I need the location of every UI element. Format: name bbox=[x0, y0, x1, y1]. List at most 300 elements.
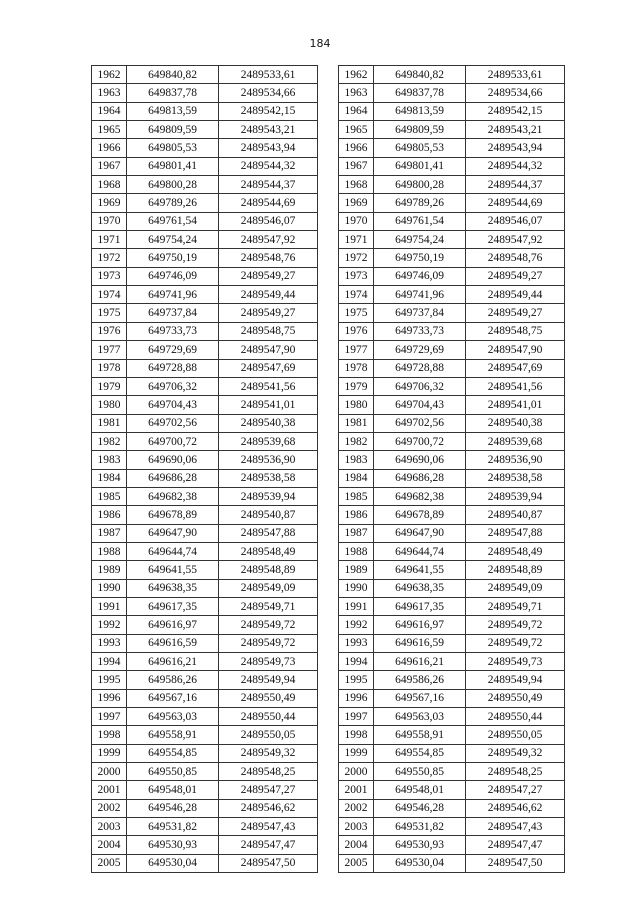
y-coordinate-cell: 2489541,56 bbox=[466, 377, 565, 395]
point-number-cell: 1992 bbox=[92, 616, 127, 634]
x-coordinate-cell: 649558,91 bbox=[374, 726, 466, 744]
y-coordinate-cell: 2489548,89 bbox=[466, 561, 565, 579]
table-row bbox=[339, 451, 565, 469]
x-coordinate-cell: 649563,03 bbox=[127, 708, 219, 726]
x-coordinate-cell: 649706,32 bbox=[127, 377, 219, 395]
x-coordinate-cell: 649638,35 bbox=[127, 579, 219, 597]
y-coordinate-cell: 2489540,38 bbox=[219, 414, 318, 432]
table-row bbox=[92, 194, 318, 212]
point-number-cell: 1967 bbox=[339, 157, 374, 175]
x-coordinate-cell: 649678,89 bbox=[374, 506, 466, 524]
table-row bbox=[92, 487, 318, 505]
table-row bbox=[339, 708, 565, 726]
x-coordinate-cell: 649530,04 bbox=[127, 854, 219, 872]
point-number-cell: 1969 bbox=[92, 194, 127, 212]
x-coordinate-cell: 649800,28 bbox=[127, 176, 219, 194]
y-coordinate-cell: 2489549,72 bbox=[219, 634, 318, 652]
table-row bbox=[92, 616, 318, 634]
table-row bbox=[92, 799, 318, 817]
point-number-cell: 1983 bbox=[339, 451, 374, 469]
table-row bbox=[92, 231, 318, 249]
point-number-cell: 1979 bbox=[92, 377, 127, 395]
y-coordinate-cell: 2489548,89 bbox=[219, 561, 318, 579]
table-row bbox=[339, 341, 565, 359]
x-coordinate-cell: 649729,69 bbox=[374, 341, 466, 359]
point-number-cell: 1972 bbox=[92, 249, 127, 267]
y-coordinate-cell: 2489541,01 bbox=[219, 396, 318, 414]
point-number-cell: 1992 bbox=[339, 616, 374, 634]
y-coordinate-cell: 2489548,25 bbox=[219, 763, 318, 781]
y-coordinate-cell: 2489550,49 bbox=[219, 689, 318, 707]
point-number-cell: 1976 bbox=[339, 322, 374, 340]
x-coordinate-cell: 649554,85 bbox=[374, 744, 466, 762]
coordinates-table-left bbox=[91, 65, 318, 873]
table-row bbox=[92, 341, 318, 359]
point-number-cell: 1974 bbox=[92, 286, 127, 304]
table-row bbox=[339, 744, 565, 762]
table-row bbox=[92, 249, 318, 267]
x-coordinate-cell: 649567,16 bbox=[127, 689, 219, 707]
y-coordinate-cell: 2489546,07 bbox=[466, 212, 565, 230]
x-coordinate-cell: 649690,06 bbox=[374, 451, 466, 469]
point-number-cell: 1991 bbox=[339, 597, 374, 615]
y-coordinate-cell: 2489547,69 bbox=[219, 359, 318, 377]
table-row bbox=[92, 377, 318, 395]
y-coordinate-cell: 2489547,47 bbox=[466, 836, 565, 854]
x-coordinate-cell: 649558,91 bbox=[127, 726, 219, 744]
point-number-cell: 2000 bbox=[92, 763, 127, 781]
point-number-cell: 1997 bbox=[339, 708, 374, 726]
point-number-cell: 1966 bbox=[339, 139, 374, 157]
x-coordinate-cell: 649737,84 bbox=[127, 304, 219, 322]
point-number-cell: 1996 bbox=[92, 689, 127, 707]
table-row bbox=[92, 726, 318, 744]
point-number-cell: 2002 bbox=[92, 799, 127, 817]
table-row bbox=[339, 157, 565, 175]
point-number-cell: 1997 bbox=[92, 708, 127, 726]
x-coordinate-cell: 649704,43 bbox=[127, 396, 219, 414]
x-coordinate-cell: 649682,38 bbox=[374, 487, 466, 505]
y-coordinate-cell: 2489544,32 bbox=[219, 157, 318, 175]
table-row bbox=[339, 524, 565, 542]
x-coordinate-cell: 649789,26 bbox=[374, 194, 466, 212]
table-row bbox=[92, 854, 318, 872]
table-row bbox=[92, 744, 318, 762]
table-row bbox=[92, 304, 318, 322]
point-number-cell: 1965 bbox=[339, 121, 374, 139]
y-coordinate-cell: 2489546,07 bbox=[219, 212, 318, 230]
y-coordinate-cell: 2489549,27 bbox=[219, 267, 318, 285]
table-row bbox=[92, 359, 318, 377]
point-number-cell: 1981 bbox=[92, 414, 127, 432]
y-coordinate-cell: 2489542,15 bbox=[466, 102, 565, 120]
y-coordinate-cell: 2489549,27 bbox=[466, 304, 565, 322]
y-coordinate-cell: 2489540,38 bbox=[466, 414, 565, 432]
point-number-cell: 1962 bbox=[339, 66, 374, 84]
x-coordinate-cell: 649801,41 bbox=[127, 157, 219, 175]
y-coordinate-cell: 2489547,50 bbox=[219, 854, 318, 872]
table-row bbox=[339, 689, 565, 707]
y-coordinate-cell: 2489540,87 bbox=[219, 506, 318, 524]
point-number-cell: 1970 bbox=[339, 212, 374, 230]
x-coordinate-cell: 649754,24 bbox=[127, 231, 219, 249]
x-coordinate-cell: 649801,41 bbox=[374, 157, 466, 175]
y-coordinate-cell: 2489544,37 bbox=[219, 176, 318, 194]
x-coordinate-cell: 649741,96 bbox=[127, 286, 219, 304]
table-row bbox=[92, 139, 318, 157]
y-coordinate-cell: 2489549,27 bbox=[219, 304, 318, 322]
y-coordinate-cell: 2489549,71 bbox=[219, 597, 318, 615]
point-number-cell: 1993 bbox=[339, 634, 374, 652]
y-coordinate-cell: 2489533,61 bbox=[219, 66, 318, 84]
x-coordinate-cell: 649809,59 bbox=[374, 121, 466, 139]
x-coordinate-cell: 649789,26 bbox=[127, 194, 219, 212]
table-row bbox=[339, 176, 565, 194]
point-number-cell: 1977 bbox=[339, 341, 374, 359]
x-coordinate-cell: 649616,97 bbox=[374, 616, 466, 634]
table-row bbox=[92, 267, 318, 285]
point-number-cell: 1995 bbox=[339, 671, 374, 689]
y-coordinate-cell: 2489548,75 bbox=[219, 322, 318, 340]
x-coordinate-cell: 649700,72 bbox=[127, 432, 219, 450]
x-coordinate-cell: 649638,35 bbox=[374, 579, 466, 597]
point-number-cell: 1976 bbox=[92, 322, 127, 340]
table-row bbox=[92, 84, 318, 102]
y-coordinate-cell: 2489544,37 bbox=[466, 176, 565, 194]
table-row bbox=[92, 597, 318, 615]
point-number-cell: 2004 bbox=[339, 836, 374, 854]
point-number-cell: 1971 bbox=[339, 231, 374, 249]
point-number-cell: 1987 bbox=[92, 524, 127, 542]
table-row bbox=[339, 487, 565, 505]
x-coordinate-cell: 649690,06 bbox=[127, 451, 219, 469]
y-coordinate-cell: 2489548,75 bbox=[466, 322, 565, 340]
y-coordinate-cell: 2489548,76 bbox=[219, 249, 318, 267]
coordinates-table-right bbox=[338, 65, 565, 873]
point-number-cell: 2000 bbox=[339, 763, 374, 781]
table-row bbox=[92, 579, 318, 597]
x-coordinate-cell: 649563,03 bbox=[374, 708, 466, 726]
table-row bbox=[92, 102, 318, 120]
x-coordinate-cell: 649686,28 bbox=[127, 469, 219, 487]
y-coordinate-cell: 2489548,76 bbox=[466, 249, 565, 267]
x-coordinate-cell: 649704,43 bbox=[374, 396, 466, 414]
table-row bbox=[339, 121, 565, 139]
y-coordinate-cell: 2489548,49 bbox=[219, 542, 318, 560]
y-coordinate-cell: 2489547,50 bbox=[466, 854, 565, 872]
table-row bbox=[339, 102, 565, 120]
point-number-cell: 1971 bbox=[92, 231, 127, 249]
table-row bbox=[339, 561, 565, 579]
x-coordinate-cell: 649616,59 bbox=[374, 634, 466, 652]
table-row bbox=[339, 267, 565, 285]
x-coordinate-cell: 649531,82 bbox=[374, 818, 466, 836]
point-number-cell: 1994 bbox=[92, 653, 127, 671]
y-coordinate-cell: 2489548,25 bbox=[466, 763, 565, 781]
point-number-cell: 1964 bbox=[339, 102, 374, 120]
y-coordinate-cell: 2489549,94 bbox=[466, 671, 565, 689]
table-row bbox=[92, 506, 318, 524]
y-coordinate-cell: 2489547,92 bbox=[466, 231, 565, 249]
x-coordinate-cell: 649754,24 bbox=[374, 231, 466, 249]
x-coordinate-cell: 649840,82 bbox=[127, 66, 219, 84]
x-coordinate-cell: 649616,21 bbox=[374, 653, 466, 671]
y-coordinate-cell: 2489547,47 bbox=[219, 836, 318, 854]
x-coordinate-cell: 649813,59 bbox=[374, 102, 466, 120]
point-number-cell: 1987 bbox=[339, 524, 374, 542]
y-coordinate-cell: 2489539,94 bbox=[219, 487, 318, 505]
table-row bbox=[339, 139, 565, 157]
y-coordinate-cell: 2489549,32 bbox=[466, 744, 565, 762]
y-coordinate-cell: 2489547,92 bbox=[219, 231, 318, 249]
y-coordinate-cell: 2489534,66 bbox=[219, 84, 318, 102]
table-row bbox=[339, 653, 565, 671]
point-number-cell: 1990 bbox=[92, 579, 127, 597]
table-row bbox=[92, 708, 318, 726]
y-coordinate-cell: 2489534,66 bbox=[466, 84, 565, 102]
y-coordinate-cell: 2489539,68 bbox=[219, 432, 318, 450]
point-number-cell: 1970 bbox=[92, 212, 127, 230]
x-coordinate-cell: 649733,73 bbox=[127, 322, 219, 340]
table-row bbox=[339, 359, 565, 377]
table-row bbox=[92, 212, 318, 230]
table-row bbox=[339, 542, 565, 560]
x-coordinate-cell: 649647,90 bbox=[374, 524, 466, 542]
table-row bbox=[339, 396, 565, 414]
x-coordinate-cell: 649800,28 bbox=[374, 176, 466, 194]
x-coordinate-cell: 649586,26 bbox=[374, 671, 466, 689]
y-coordinate-cell: 2489544,32 bbox=[466, 157, 565, 175]
point-number-cell: 1988 bbox=[339, 542, 374, 560]
x-coordinate-cell: 649737,84 bbox=[374, 304, 466, 322]
x-coordinate-cell: 649837,78 bbox=[374, 84, 466, 102]
table-row bbox=[339, 414, 565, 432]
x-coordinate-cell: 649805,53 bbox=[374, 139, 466, 157]
x-coordinate-cell: 649761,54 bbox=[127, 212, 219, 230]
point-number-cell: 1968 bbox=[339, 176, 374, 194]
point-number-cell: 1980 bbox=[339, 396, 374, 414]
table-row bbox=[339, 818, 565, 836]
table-row bbox=[92, 121, 318, 139]
table-row bbox=[92, 561, 318, 579]
x-coordinate-cell: 649702,56 bbox=[127, 414, 219, 432]
y-coordinate-cell: 2489549,44 bbox=[219, 286, 318, 304]
y-coordinate-cell: 2489539,94 bbox=[466, 487, 565, 505]
table-row bbox=[339, 836, 565, 854]
x-coordinate-cell: 649616,21 bbox=[127, 653, 219, 671]
table-row bbox=[339, 377, 565, 395]
y-coordinate-cell: 2489549,09 bbox=[219, 579, 318, 597]
table-row bbox=[339, 579, 565, 597]
y-coordinate-cell: 2489547,88 bbox=[466, 524, 565, 542]
table-row bbox=[339, 286, 565, 304]
point-number-cell: 1963 bbox=[339, 84, 374, 102]
point-number-cell: 1984 bbox=[339, 469, 374, 487]
x-coordinate-cell: 649678,89 bbox=[127, 506, 219, 524]
x-coordinate-cell: 649567,16 bbox=[374, 689, 466, 707]
y-coordinate-cell: 2489541,01 bbox=[466, 396, 565, 414]
point-number-cell: 1996 bbox=[339, 689, 374, 707]
point-number-cell: 1973 bbox=[92, 267, 127, 285]
x-coordinate-cell: 649805,53 bbox=[127, 139, 219, 157]
y-coordinate-cell: 2489550,44 bbox=[466, 708, 565, 726]
table-row bbox=[92, 396, 318, 414]
y-coordinate-cell: 2489547,43 bbox=[219, 818, 318, 836]
y-coordinate-cell: 2489548,49 bbox=[466, 542, 565, 560]
x-coordinate-cell: 649840,82 bbox=[374, 66, 466, 84]
point-number-cell: 1981 bbox=[339, 414, 374, 432]
table-row bbox=[92, 818, 318, 836]
y-coordinate-cell: 2489546,62 bbox=[219, 799, 318, 817]
x-coordinate-cell: 649546,28 bbox=[127, 799, 219, 817]
x-coordinate-cell: 649586,26 bbox=[127, 671, 219, 689]
table-row bbox=[339, 194, 565, 212]
y-coordinate-cell: 2489543,21 bbox=[466, 121, 565, 139]
y-coordinate-cell: 2489549,71 bbox=[466, 597, 565, 615]
point-number-cell: 1993 bbox=[92, 634, 127, 652]
point-number-cell: 1986 bbox=[92, 506, 127, 524]
table-row bbox=[339, 781, 565, 799]
x-coordinate-cell: 649746,09 bbox=[374, 267, 466, 285]
table-row bbox=[92, 322, 318, 340]
table-row bbox=[92, 66, 318, 84]
point-number-cell: 1978 bbox=[339, 359, 374, 377]
y-coordinate-cell: 2489547,90 bbox=[466, 341, 565, 359]
point-number-cell: 1988 bbox=[92, 542, 127, 560]
point-number-cell: 1995 bbox=[92, 671, 127, 689]
y-coordinate-cell: 2489539,68 bbox=[466, 432, 565, 450]
point-number-cell: 2003 bbox=[339, 818, 374, 836]
point-number-cell: 1966 bbox=[92, 139, 127, 157]
x-coordinate-cell: 649647,90 bbox=[127, 524, 219, 542]
point-number-cell: 1979 bbox=[339, 377, 374, 395]
table-row bbox=[339, 763, 565, 781]
y-coordinate-cell: 2489549,72 bbox=[466, 616, 565, 634]
table-row bbox=[339, 304, 565, 322]
x-coordinate-cell: 649617,35 bbox=[374, 597, 466, 615]
y-coordinate-cell: 2489550,44 bbox=[219, 708, 318, 726]
table-row bbox=[92, 671, 318, 689]
x-coordinate-cell: 649617,35 bbox=[127, 597, 219, 615]
x-coordinate-cell: 649616,97 bbox=[127, 616, 219, 634]
y-coordinate-cell: 2489550,49 bbox=[466, 689, 565, 707]
x-coordinate-cell: 649530,93 bbox=[127, 836, 219, 854]
x-coordinate-cell: 649644,74 bbox=[374, 542, 466, 560]
x-coordinate-cell: 649641,55 bbox=[374, 561, 466, 579]
table-row bbox=[339, 322, 565, 340]
point-number-cell: 1975 bbox=[339, 304, 374, 322]
point-number-cell: 1962 bbox=[92, 66, 127, 84]
table-row bbox=[339, 634, 565, 652]
point-number-cell: 1985 bbox=[92, 487, 127, 505]
table-row bbox=[92, 689, 318, 707]
point-number-cell: 1980 bbox=[92, 396, 127, 414]
point-number-cell: 1994 bbox=[339, 653, 374, 671]
y-coordinate-cell: 2489546,62 bbox=[466, 799, 565, 817]
x-coordinate-cell: 649546,28 bbox=[374, 799, 466, 817]
point-number-cell: 2002 bbox=[339, 799, 374, 817]
point-number-cell: 1974 bbox=[339, 286, 374, 304]
x-coordinate-cell: 649706,32 bbox=[374, 377, 466, 395]
table-row bbox=[339, 726, 565, 744]
y-coordinate-cell: 2489533,61 bbox=[466, 66, 565, 84]
point-number-cell: 2001 bbox=[92, 781, 127, 799]
table-row bbox=[92, 451, 318, 469]
x-coordinate-cell: 649530,93 bbox=[374, 836, 466, 854]
point-number-cell: 2004 bbox=[92, 836, 127, 854]
point-number-cell: 1990 bbox=[339, 579, 374, 597]
point-number-cell: 2003 bbox=[92, 818, 127, 836]
table-row bbox=[92, 653, 318, 671]
table-row bbox=[92, 469, 318, 487]
point-number-cell: 1984 bbox=[92, 469, 127, 487]
x-coordinate-cell: 649686,28 bbox=[374, 469, 466, 487]
table-row bbox=[92, 176, 318, 194]
y-coordinate-cell: 2489549,09 bbox=[466, 579, 565, 597]
point-number-cell: 1999 bbox=[339, 744, 374, 762]
x-coordinate-cell: 649809,59 bbox=[127, 121, 219, 139]
table-row bbox=[339, 249, 565, 267]
table-row bbox=[92, 414, 318, 432]
y-coordinate-cell: 2489536,90 bbox=[219, 451, 318, 469]
table-row bbox=[339, 616, 565, 634]
point-number-cell: 2005 bbox=[92, 854, 127, 872]
y-coordinate-cell: 2489536,90 bbox=[466, 451, 565, 469]
y-coordinate-cell: 2489549,27 bbox=[466, 267, 565, 285]
x-coordinate-cell: 649641,55 bbox=[127, 561, 219, 579]
x-coordinate-cell: 649530,04 bbox=[374, 854, 466, 872]
table-row bbox=[339, 671, 565, 689]
y-coordinate-cell: 2489549,44 bbox=[466, 286, 565, 304]
x-coordinate-cell: 649702,56 bbox=[374, 414, 466, 432]
table-row bbox=[339, 469, 565, 487]
y-coordinate-cell: 2489543,94 bbox=[466, 139, 565, 157]
x-coordinate-cell: 649733,73 bbox=[374, 322, 466, 340]
x-coordinate-cell: 649682,38 bbox=[127, 487, 219, 505]
x-coordinate-cell: 649554,85 bbox=[127, 744, 219, 762]
y-coordinate-cell: 2489549,73 bbox=[219, 653, 318, 671]
point-number-cell: 1963 bbox=[92, 84, 127, 102]
y-coordinate-cell: 2489549,72 bbox=[219, 616, 318, 634]
point-number-cell: 1985 bbox=[339, 487, 374, 505]
table-row bbox=[92, 836, 318, 854]
x-coordinate-cell: 649550,85 bbox=[127, 763, 219, 781]
table-row bbox=[339, 799, 565, 817]
table-row bbox=[92, 286, 318, 304]
y-coordinate-cell: 2489549,94 bbox=[219, 671, 318, 689]
table-row bbox=[339, 84, 565, 102]
y-coordinate-cell: 2489547,69 bbox=[466, 359, 565, 377]
y-coordinate-cell: 2489549,72 bbox=[466, 634, 565, 652]
table-row bbox=[339, 506, 565, 524]
point-number-cell: 1978 bbox=[92, 359, 127, 377]
y-coordinate-cell: 2489547,88 bbox=[219, 524, 318, 542]
table-row bbox=[339, 212, 565, 230]
x-coordinate-cell: 649550,85 bbox=[374, 763, 466, 781]
y-coordinate-cell: 2489549,32 bbox=[219, 744, 318, 762]
point-number-cell: 2001 bbox=[339, 781, 374, 799]
point-number-cell: 1989 bbox=[339, 561, 374, 579]
x-coordinate-cell: 649837,78 bbox=[127, 84, 219, 102]
x-coordinate-cell: 649761,54 bbox=[374, 212, 466, 230]
x-coordinate-cell: 649548,01 bbox=[127, 781, 219, 799]
point-number-cell: 1964 bbox=[92, 102, 127, 120]
point-number-cell: 1967 bbox=[92, 157, 127, 175]
table-row bbox=[92, 634, 318, 652]
y-coordinate-cell: 2489547,27 bbox=[466, 781, 565, 799]
table-row bbox=[92, 524, 318, 542]
point-number-cell: 1973 bbox=[339, 267, 374, 285]
